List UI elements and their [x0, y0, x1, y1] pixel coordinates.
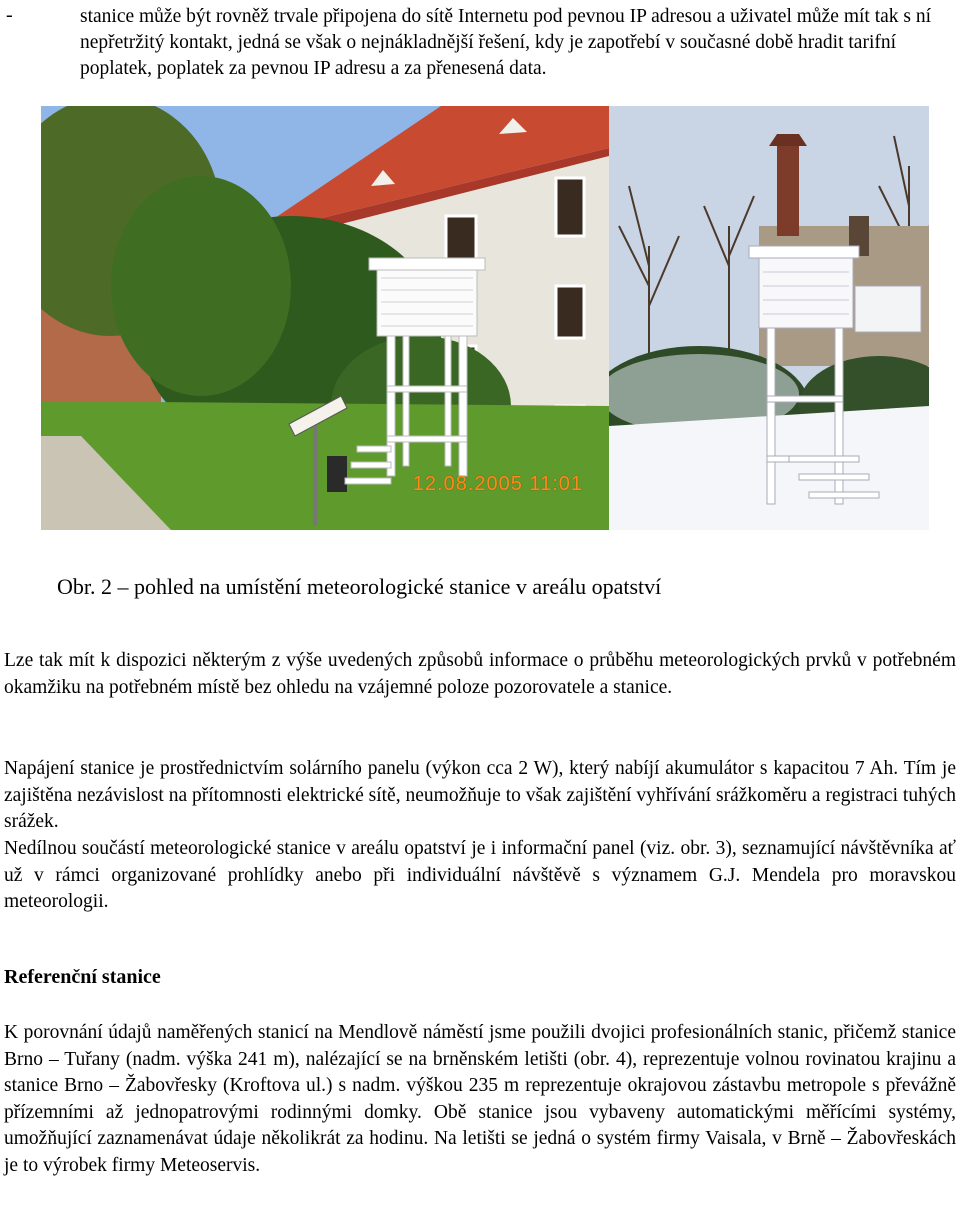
paragraph-info-panel: Nedílnou součástí meteorologické stanice v areálu opatství je i informační panel (viz. obr. 3), seznamující návštěvníka ať už v rámci organizované prohlídky anebo při individuální návštěvě s významem G.J. Mendela pro moravskou meteorologii. [4, 838, 956, 912]
bullet-marker: - [6, 4, 13, 26]
winter-photo [609, 106, 929, 530]
paragraph-power-supply: Napájení stanice je prostřednictvím solárního panelu (výkon cca 2 W), který nabíjí akumulátor s kapacitou 7 Ah. Tím je zajištěna nezávislost na přítomnosti elektrické sítě, neumožňuje to však zajištění vyhřívání srážkoměru a registraci tuhých srážek. [4, 758, 956, 832]
bullet-item [6, 4, 956, 82]
photo-timestamp: 12.08.2005 11:01 [412, 473, 583, 495]
bullet-text: stanice může být rovněž trvale připojena do sítě Internetu pod pevnou IP adresou a uživatel může mít tak s ní nepřetržitý kontakt, jedná se však o nejnákladnější řešení, kdy je zapotřebí v současné době hradit tarifní poplatek, poplatek za pevnou IP adresu a za přenesená data. [80, 6, 932, 79]
paragraph-availability: Lze tak mít k dispozici některým z výše uvedených způsobů informace o průběhu meteorologických prvků v potřebném okamžiku na potřebném místě bez ohledu na vzájemné poloze pozorovatele a stanice. [4, 650, 956, 698]
section-heading: Referenční stanice [4, 966, 161, 988]
figure-caption: Obr. 2 – pohled na umístění meteorologické stanice v areálu opatství [57, 574, 662, 599]
paragraph-reference-stations: K porovnání údajů naměřených stanicí na Mendlově náměstí jsme použili dvojici profesionálních stanic, přičemž stanice Brno – Tuřany (nadm. výška 241 m), nalézající se na brněnském letišti (obr. 4), reprezentuje volnou rovinatou krajinu a stanice Brno – Žabovřesky (Kroftova ul.) s nadm. výškou 235 m reprezentuje okrajovou zástavbu metropole s převážně přízemními až jednopatrovými rodinnými domky. Obě stanice jsou vybaveny automatickými měřícími systémy, umožňující zaznamenávat údaje několikrát za hodinu. Na letišti se jedná o systém firmy Vaisala, v Brně – Žabovřeskách je to výrobek firmy Meteoservis. [4, 1022, 956, 1176]
summer-photo [41, 106, 609, 530]
figure-photos [41, 106, 929, 530]
